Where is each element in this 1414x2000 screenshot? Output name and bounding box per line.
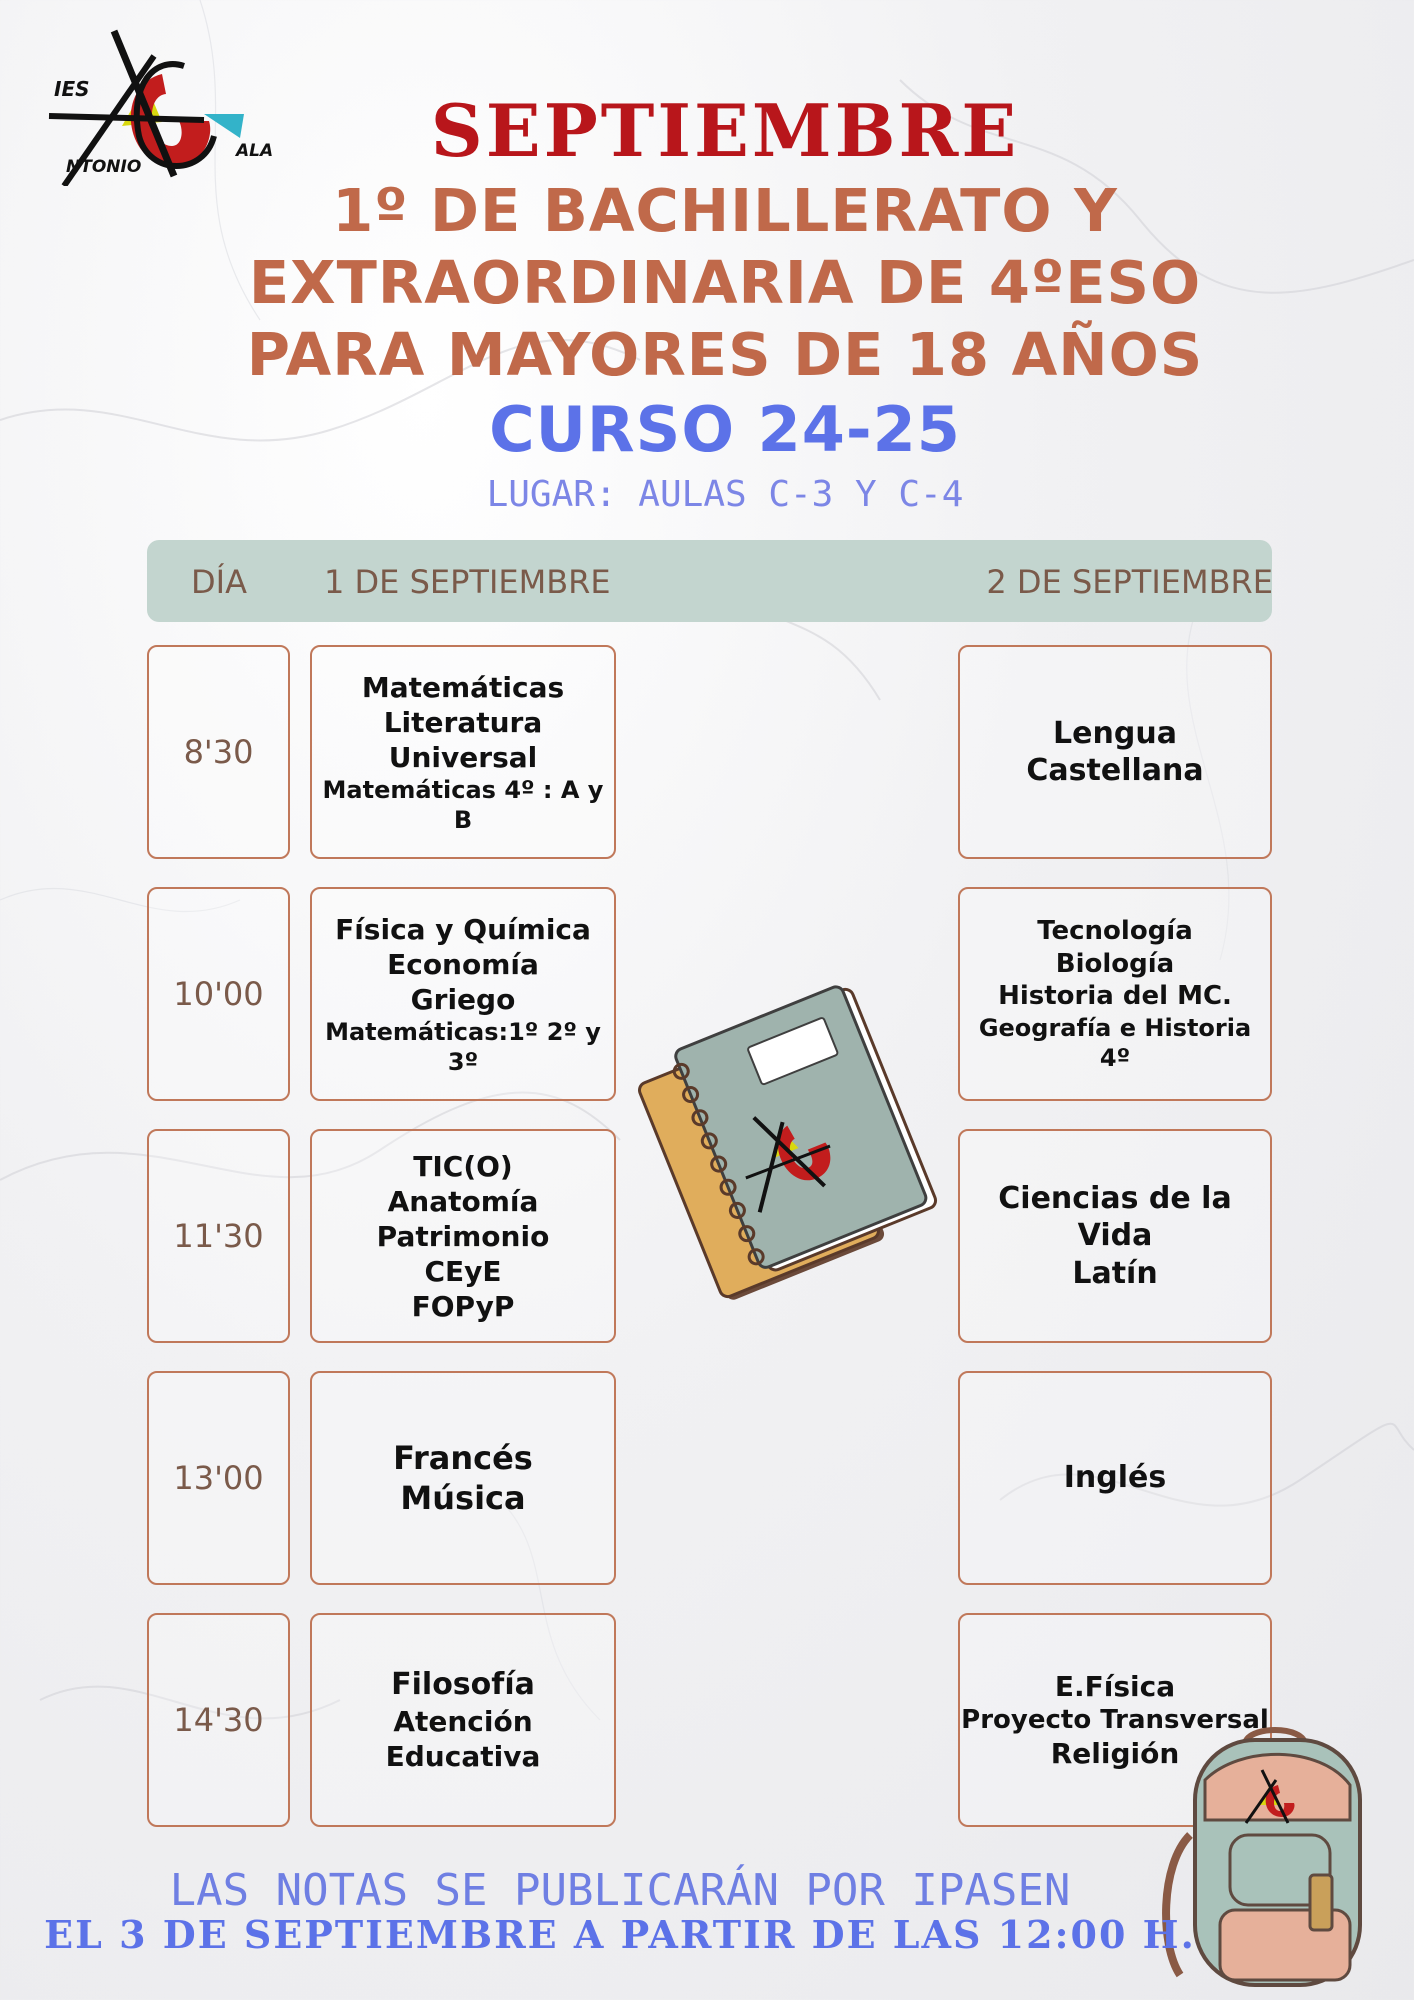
subject: Atención Educativa	[385, 1704, 541, 1773]
subject: Anatomía	[387, 1184, 539, 1218]
exam-cell-day2	[958, 1129, 1272, 1343]
time-cell	[147, 1613, 290, 1827]
subject: FOPyP	[411, 1289, 515, 1323]
header-day: DÍA	[191, 563, 247, 601]
title-line-3: PARA MAYORES DE 18 AÑOS	[246, 320, 1204, 389]
subject: Matemáticas	[361, 670, 565, 704]
footer-line-2: EL 3 DE SEPTIEMBRE A PARTIR DE LAS 12:00 H.	[44, 1912, 1196, 1957]
subject: Física y Química	[335, 912, 591, 946]
subject: TIC(O)	[413, 1149, 513, 1183]
subject: Francés	[393, 1439, 533, 1477]
logo-text-ies: IES	[54, 77, 90, 101]
subject: Geografía e Historia 4º	[978, 1013, 1252, 1072]
footer-line-1: LAS NOTAS SE PUBLICARÁN POR IPASEN	[169, 1865, 1071, 1916]
exam-cell-day2	[958, 887, 1272, 1101]
exam-cell-day1	[310, 1371, 616, 1585]
subject: Religión	[1050, 1737, 1180, 1771]
place-subtitle: LUGAR: AULAS C-3 Y C-4	[486, 474, 964, 515]
course-title: CURSO 24-25	[489, 393, 961, 466]
title-line-2: EXTRAORDINARIA DE 4ºESO	[248, 248, 1202, 317]
subject: Griego	[410, 982, 516, 1016]
subject: Filosofía	[391, 1667, 535, 1703]
time-cell	[147, 1371, 290, 1585]
exam-cell-day1	[310, 1129, 616, 1343]
subject: Proyecto Transversal	[961, 1704, 1269, 1735]
exam-cell-day1	[310, 1613, 616, 1827]
subject: Tecnología	[1037, 916, 1193, 947]
time-label: 11'30	[173, 1217, 264, 1255]
header-date-2: 2 DE SEPTIEMBRE	[986, 563, 1273, 601]
exam-cell-day1	[310, 887, 616, 1101]
time-label: 10'00	[173, 975, 264, 1013]
time-cell	[147, 645, 290, 859]
subject: Literatura Universal	[383, 705, 543, 774]
subject: Latín	[1072, 1255, 1158, 1291]
exam-cell-day1	[310, 645, 616, 859]
time-cell	[147, 1129, 290, 1343]
time-label: 14'30	[173, 1701, 264, 1739]
logo-text-ala: ALA	[236, 141, 274, 161]
header-date-1: 1 DE SEPTIEMBRE	[324, 563, 611, 601]
subject: Economía	[387, 947, 539, 981]
subject: E.Física	[1054, 1669, 1176, 1703]
exam-cell-day2	[958, 645, 1272, 859]
time-label: 8'30	[183, 733, 254, 771]
subject: Matemáticas:1º 2º y 3º	[325, 1017, 601, 1076]
month-title: SEPTIEMBRE	[430, 88, 1020, 173]
subject: CEyE	[424, 1254, 502, 1288]
subject: Ciencias de la Vida	[998, 1180, 1232, 1254]
subject: Historia del MC.	[998, 981, 1232, 1012]
time-label: 13'00	[173, 1459, 264, 1497]
time-cell	[147, 887, 290, 1101]
exam-cell-day2	[958, 1371, 1272, 1585]
subject: Biología	[1055, 948, 1175, 979]
subject: Inglés	[1063, 1460, 1167, 1496]
subject: Patrimonio	[376, 1219, 550, 1253]
subject: Música	[400, 1479, 526, 1517]
logo-text-antonio: NTONIO	[66, 157, 142, 177]
title-line-1: 1º DE BACHILLERATO Y	[332, 176, 1118, 245]
subject: Matemáticas 4º : A y B	[322, 775, 604, 834]
notebooks-illustration	[634, 985, 939, 1300]
subject: Lengua Castellana	[1026, 715, 1204, 788]
